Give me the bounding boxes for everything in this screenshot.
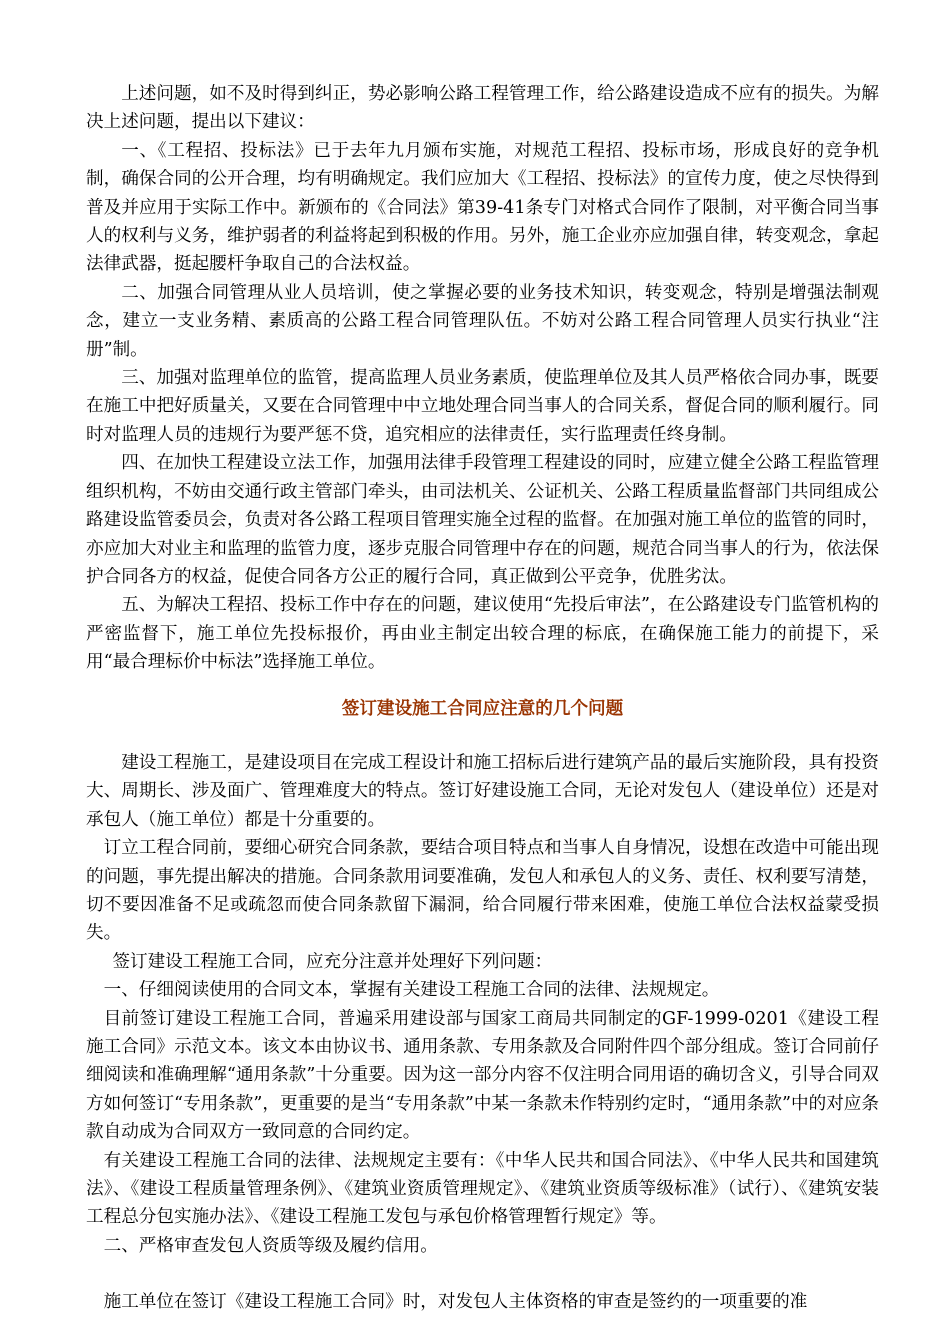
paragraph-item-1-text: 目前签订建设工程施工合同，普遍采用建设部与国家工商局共同制定的GF-1999-0201《建设工程施工合同》示范文本。该文本由协议书、通用条款、专用条款及合同附件四个部分组成。签订合同前仔细阅读和准确理解“通用条款”十分重要。因为这一部分内容不仅注明合同用语的确切含义，引导合同双方如何签订“专用条款”，更重要的是当“专用条款”中某一条款未作特别约定时，“通用条款”中的对应条款自动成为合同双方一致同意的合同约定。 (86, 1008, 879, 1143)
paragraph-intro: 上述问题，如不及时得到纠正，势必影响公路工程管理工作，给公路建设造成不应有的损失。为解决上述问题，提出以下建议： (86, 84, 879, 133)
paragraph-item-1-heading: 一、仔细阅读使用的合同文本，掌握有关建设工程施工合同的法律、法规规定。 (103, 980, 720, 1001)
document-page (86, 80, 879, 1317)
paragraph-item-1-laws: 有关建设工程施工合同的法律、法规规定主要有：《中华人民共和国合同法》、《中华人民共和国建筑法》、《建设工程质量管理条例》、《建筑业资质管理规定》、《建筑业资质等级标准》（试行）、《建筑安装工程总分包实施办法》、《建设工程施工发包与承包价格管理暂行规定》等。 (86, 1150, 879, 1228)
paragraph-suggestion-4: 四、在加快工程建设立法工作，加强用法律手段管理工程建设的同时，应建立健全公路工程监管理组织机构，不妨由交通行政主管部门牵头，由司法机关、公证机关、公路工程质量监督部门共同组成公路建设监管委员会，负责对各公路工程项目管理实施全过程的监督。在加强对施工单位的监管的同时，亦应加大对业主和监理的监管力度，逐步克服合同管理中存在的问题，规范合同当事人的行为，依法保护合同各方的权益，促使合同各方公正的履行合同，真正做到公平竞争，优胜劣汰。 (86, 453, 879, 587)
paragraph-suggestion-1: 一、《工程招、投标法》已于去年九月颁布实施，对规范工程招、投标市场，形成良好的竞争机制，确保合同的公开合理，均有明确规定。我们应加大《工程招、投标法》的宣传力度，使之尽快得到普及并应用于实际工作中。新颁布的《合同法》第39-41条专门对格式合同作了限制，对平衡合同当事人的权利与义务，维护弱者的利益将起到积极的作用。另外，施工企业亦应加强自律，转变观念，拿起法律武器，挺起腰杆争取自己的合法权益。 (86, 140, 879, 275)
paragraph-section-prepare: 订立工程合同前，要细心研究合同条款，要结合项目特点和当事人自身情况，设想在改造中可能出现的问题，事先提出解决的措施。合同条款用词要准确，发包人和承包人的义务、责任、权利要写清楚，切不要因准备不足或疏忽而使合同条款留下漏洞，给合同履行带来困难，使施工单位合法权益蒙受损失。 (86, 838, 879, 944)
section-title: 签订建设施工合同应注意的几个问题 (341, 697, 624, 719)
paragraph-section-intro: 建设工程施工，是建设项目在完成工程设计和施工招标后进行建筑产品的最后实施阶段，具有投资大、周期长、涉及面广、管理难度大的特点。签订好建设施工合同，无论对发包人（建设单位）还是对承包人（施工单位）都是十分重要的。 (86, 752, 879, 830)
paragraph-item-2-heading: 二、严格审查发包人资质等级及履约信用。 (103, 1235, 438, 1256)
paragraph-suggestion-2: 二、加强合同管理从业人员培训，使之掌握必要的业务技术知识，转变观念，特别是增强法制观念，建立一支业务精、素质高的公路工程合同管理队伍。不妨对公路工程合同管理人员实行执业“注册”制。 (86, 282, 879, 360)
paragraph-suggestion-5: 五、为解决工程招、投标工作中存在的问题，建议使用“先投后审法”，在公路建设专门监管机构的严密监督下，施工单位先投标报价，再由业主制定出较合理的标底，在确保施工能力的前提下，采用“最合理标价中标法”选择施工单位。 (86, 595, 879, 673)
paragraph-section-list-intro: 签订建设工程施工合同，应充分注意并处理好下列问题： (112, 951, 553, 972)
blank-line (86, 1260, 879, 1288)
paragraph-item-2-text: 施工单位在签订《建设工程施工合同》时，对发包人主体资格的审查是签约的一项重要的准 (103, 1292, 808, 1313)
paragraph-suggestion-3: 三、加强对监理单位的监管，提高监理人员业务素质，使监理单位及其人员严格依合同办事，既要在施工中把好质量关，又要在合同管理中中立地处理合同当事人的合同关系，督促合同的顺利履行。同时对监理人员的违规行为要严惩不贷，追究相应的法律责任，实行监理责任终身制。 (86, 368, 879, 445)
